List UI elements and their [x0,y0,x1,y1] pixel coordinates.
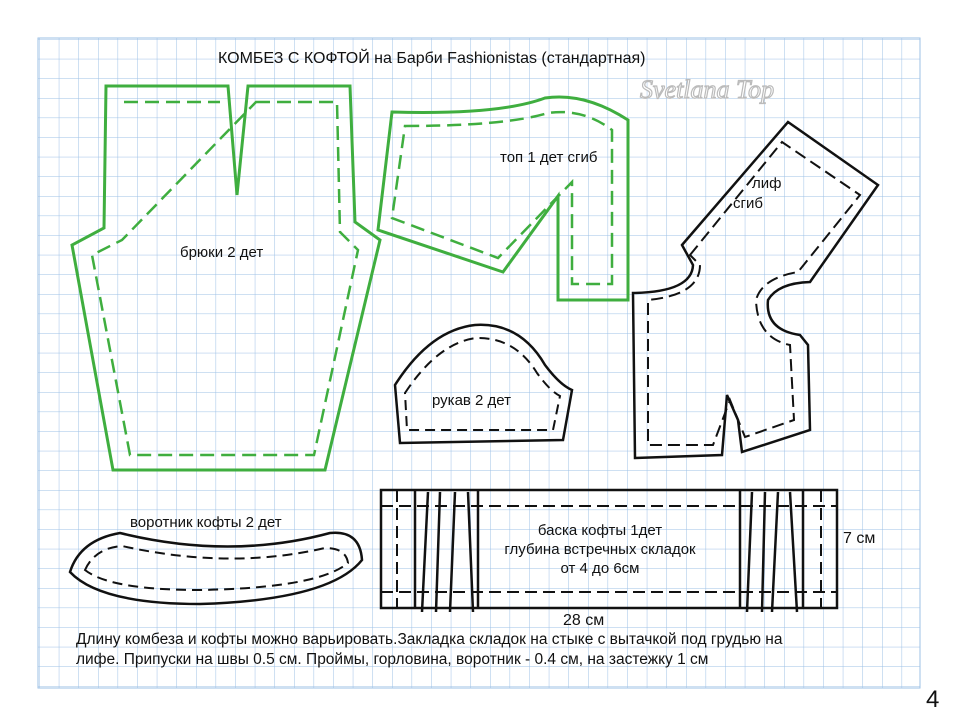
page-number: 4 [926,686,940,713]
notes-line2: лифе. Припуски на швы 0.5 см. Проймы, горловина, воротник - 0.4 см, на застежку 1 см [76,651,709,668]
label-top: топ 1 дет сгиб [500,149,598,166]
label-collar: воротник кофты 2 дет [130,514,282,531]
watermark-signature: Svetlana Top [640,75,775,104]
label-pants: брюки 2 дет [180,244,264,261]
page-title: КОМБЕЗ С КОФТОЙ на Барби Fashionistas (стандартная) [218,50,646,67]
label-peplum-line2: глубина встречных складок [504,541,696,558]
label-peplum-line3: от 4 до 6см [560,560,640,577]
label-bodice-line2: сгиб [733,195,763,212]
notes-line1: Длину комбеза и кофты можно варьировать.Закладка складок на стыке с вытачкой под грудью на [76,631,783,648]
label-peplum-height: 7 см [843,530,876,547]
label-sleeve: рукав 2 дет [432,392,512,409]
label-bodice-line1: лиф [752,175,782,192]
label-peplum-width: 28 см [563,612,605,629]
label-peplum-line1: баска кофты 1дет [537,522,663,539]
